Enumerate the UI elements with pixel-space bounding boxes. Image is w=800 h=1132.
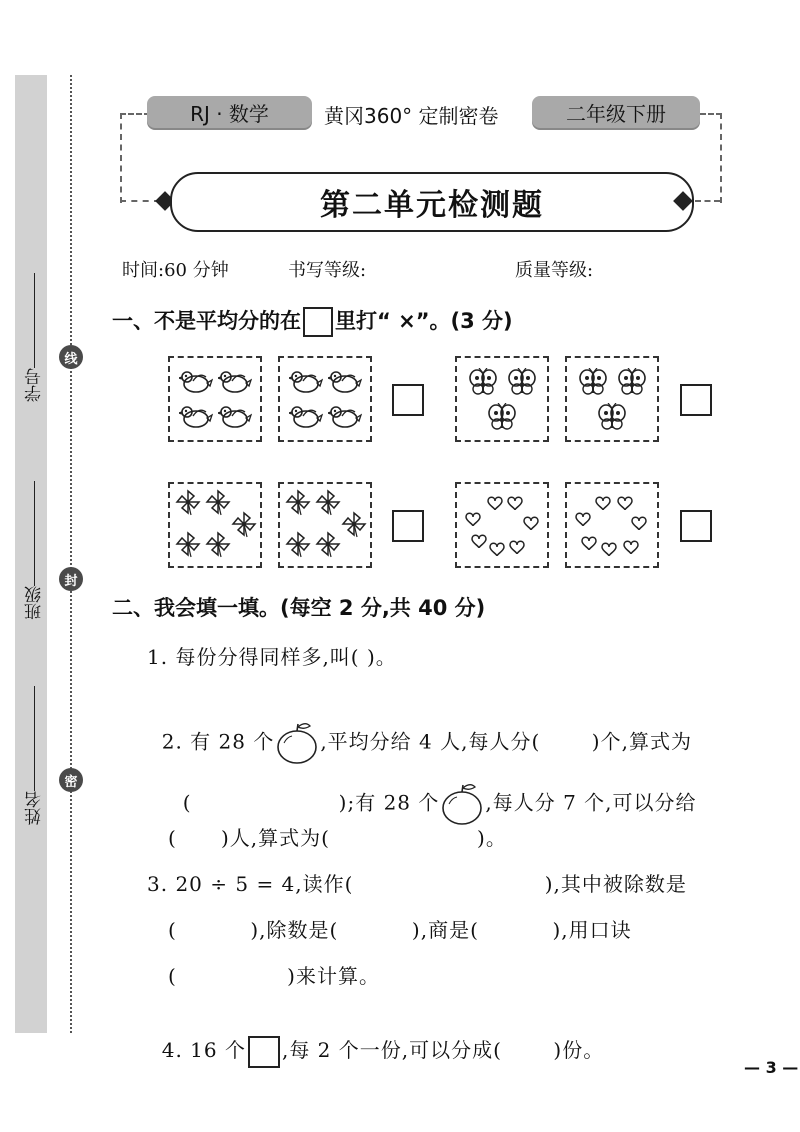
student-id-blank (34, 273, 35, 368)
bird-icon (218, 403, 252, 431)
question-1: 1. 每份分得同样多,叫( )。 (147, 645, 397, 669)
pinwheel-group (280, 484, 370, 566)
question-3-line-1: 3. 20 ÷ 5 = 4,读作( ),其中被除数是 (147, 872, 687, 896)
grade-pill (532, 96, 700, 128)
blank-box-icon (248, 1036, 280, 1068)
section-1-title-prefix: 一、不是平均分的在 (112, 309, 301, 333)
pinwheel-icon (287, 491, 309, 515)
heart-icon (490, 543, 504, 556)
pinwheel-group (170, 484, 260, 566)
pinwheel-icon (177, 533, 199, 557)
pinwheel-panel-2 (278, 482, 372, 568)
cut-line (70, 75, 72, 1033)
bird-icon (328, 368, 362, 396)
heart-icon (582, 537, 596, 550)
pinwheel-icon (207, 533, 229, 557)
answer-box-hearts[interactable] (680, 510, 712, 542)
seal-line-marker: 线 (59, 345, 83, 369)
example-box-icon (303, 307, 333, 337)
heart-icon (508, 497, 522, 510)
writing-grade: 书写等级: (288, 260, 367, 281)
page-number: — 3 — (744, 1058, 799, 1077)
question-2-part-d: ,每人分 7 个,可以分给 (485, 790, 697, 815)
seal-secret-marker: 密 (59, 768, 83, 792)
bird-icon (328, 403, 362, 431)
question-4-part-a: 4. 16 个 (161, 1038, 246, 1062)
question-2-part-c: ( );有 28 个 (182, 790, 440, 815)
pinwheel-icon (317, 533, 339, 557)
butterfly-icon (507, 368, 537, 396)
heart-icon (618, 497, 632, 510)
pinwheel-icon (233, 513, 255, 537)
question-2-line-3: ( )人,算式为( )。 (168, 826, 507, 850)
question-2-line-2 (168, 758, 697, 826)
seal-seal-marker: 封 (59, 567, 83, 591)
butterfly-icon (487, 403, 517, 431)
butterfly-icon (468, 368, 498, 396)
question-2-part-a: 2. 有 28 个 (161, 729, 275, 754)
butterfly-icon (617, 368, 647, 396)
heart-group (457, 484, 547, 566)
answer-box-pinwheels[interactable] (392, 510, 424, 542)
subject-pill (147, 96, 312, 128)
pinwheel-icon (317, 491, 339, 515)
question-3-line-2: ( ),除数是( ),商是( ),用口诀 (168, 918, 632, 942)
butterfly-panel-1 (455, 356, 549, 442)
name-blank (34, 686, 35, 791)
pinwheel-icon (207, 491, 229, 515)
heart-icon (602, 543, 616, 556)
subject-label: RJ · 数学 (190, 101, 269, 126)
page-title-text: 第二单元检测题 (320, 188, 544, 223)
pinwheel-icon (343, 513, 365, 537)
heart-icon (488, 497, 502, 510)
heart-icon (632, 517, 646, 530)
bird-icon (218, 368, 252, 396)
page-title (170, 172, 694, 232)
pinwheel-panel-1 (168, 482, 262, 568)
header-frame-bottom-right (695, 200, 720, 202)
section-2-title: 二、我会填一填。(每空 2 分,共 40 分) (112, 596, 486, 620)
heart-group (567, 484, 657, 566)
header-frame-right (700, 113, 722, 203)
question-2-line-1 (147, 697, 692, 765)
series-name: 黄冈360° 定制密卷 (324, 104, 499, 128)
bird-icon (179, 368, 213, 396)
time-info: 时间:60 分钟 (122, 260, 229, 281)
question-3-line-3: ( )来计算。 (168, 964, 380, 988)
heart-icon (524, 517, 538, 530)
class-label: 班级 (25, 586, 45, 620)
butterfly-panel-2 (565, 356, 659, 442)
heart-icon (624, 541, 638, 554)
bird-panel-2 (278, 356, 372, 442)
student-id-label: 学号 (25, 368, 45, 402)
name-field (22, 675, 47, 825)
answer-box-butterflies[interactable] (680, 384, 712, 416)
section-1-title-suffix: 里打“ ×”。(3 分) (335, 309, 513, 333)
heart-icon (472, 535, 486, 548)
butterfly-icon (597, 403, 627, 431)
pinwheel-icon (177, 491, 199, 515)
bird-icon (179, 403, 213, 431)
pinwheel-icon (287, 533, 309, 557)
heart-icon (596, 497, 610, 510)
butterfly-icon (578, 368, 608, 396)
heart-panel-1 (455, 482, 549, 568)
bird-icon (289, 368, 323, 396)
heart-panel-2 (565, 482, 659, 568)
question-2-part-b: ,平均分给 4 人,每人分( )个,算式为 (320, 729, 692, 754)
section-1-title (112, 305, 513, 337)
heart-icon (576, 513, 590, 526)
bird-panel-1 (168, 356, 262, 442)
student-id-field (22, 262, 47, 402)
name-label: 姓名 (25, 791, 45, 825)
grade-label: 二年级下册 (566, 101, 666, 126)
answer-box-birds[interactable] (392, 384, 424, 416)
question-4 (147, 1010, 604, 1068)
quality-grade: 质量等级: (515, 260, 594, 281)
apple-icon (439, 782, 485, 826)
class-field (22, 470, 47, 620)
bird-icon (289, 403, 323, 431)
question-4-part-b: ,每 2 个一份,可以分成( )份。 (281, 1038, 605, 1062)
class-blank (34, 481, 35, 586)
heart-icon (466, 513, 480, 526)
heart-icon (510, 541, 524, 554)
header-frame-left (120, 113, 150, 203)
